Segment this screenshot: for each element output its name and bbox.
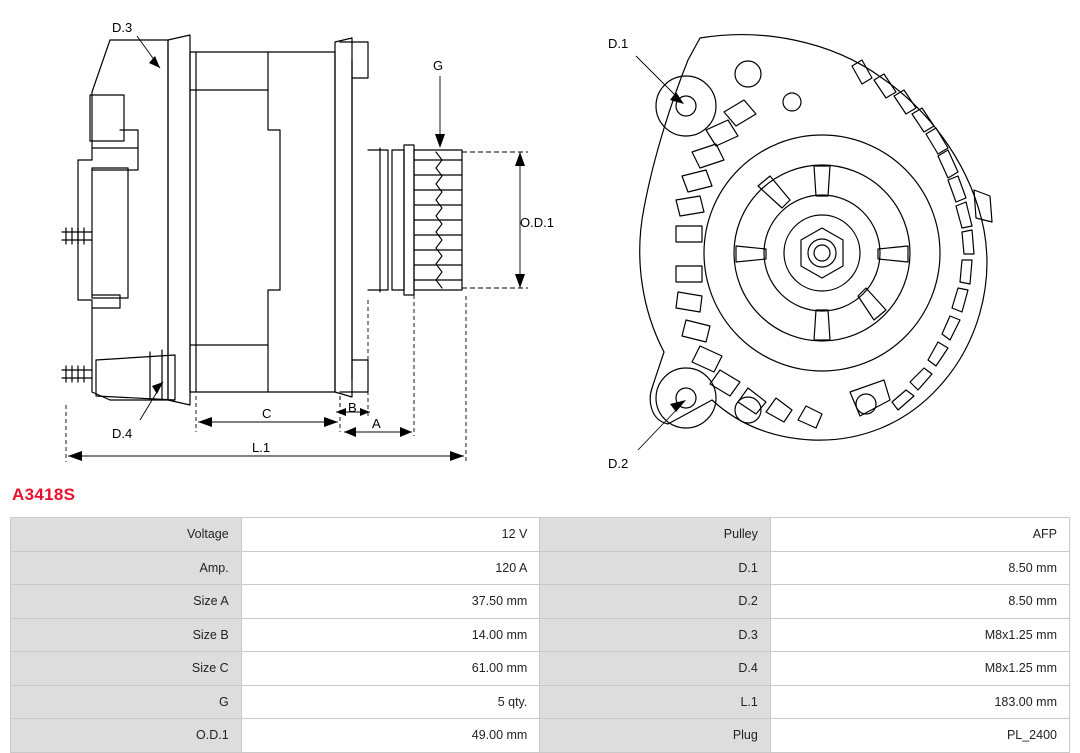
vent-slot <box>676 196 704 216</box>
b-arrow-right <box>360 408 370 416</box>
spec-value: AFP <box>770 518 1069 552</box>
boss-top-2 <box>783 93 801 111</box>
label-od1: O.D.1 <box>520 215 554 230</box>
rim-fin <box>912 108 934 132</box>
hub-circle <box>784 215 860 291</box>
rim-fin <box>892 390 914 410</box>
fan-spoke-top <box>814 166 830 196</box>
stator-inner-profile <box>190 90 280 345</box>
mount-ear-bottom <box>656 368 716 428</box>
fan-spoke-left <box>736 246 766 262</box>
rim-fin <box>962 230 974 254</box>
label-b: B <box>348 400 357 415</box>
shaft-nut-inner <box>808 239 836 267</box>
drive-end-bottom-detail <box>340 360 368 392</box>
spec-label: O.D.1 <box>11 719 242 753</box>
d4-arrowhead <box>152 382 163 394</box>
boss-top <box>735 61 761 87</box>
rim-fin <box>952 288 968 312</box>
front-flange-left <box>168 35 190 405</box>
label-g: G <box>433 58 444 73</box>
spec-label: Size B <box>11 618 242 652</box>
vent-slot <box>738 388 766 414</box>
table-row <box>11 685 1070 719</box>
rear-stud-threads-2 <box>66 366 84 382</box>
spec-label: Size A <box>11 585 242 619</box>
l1-arrow-left <box>68 451 82 461</box>
label-d1: D.1 <box>608 36 629 51</box>
drive-end-top-detail <box>340 42 368 78</box>
spec-label: L.1 <box>540 685 771 719</box>
vent-slot <box>682 170 712 192</box>
fan-spoke-bottom <box>814 310 830 340</box>
rim-fin <box>956 202 972 228</box>
vent-slot <box>676 266 702 282</box>
spec-label: D.2 <box>540 585 771 619</box>
rim-fin <box>894 90 916 114</box>
b-arrow-left <box>336 408 346 416</box>
drive-end-flange <box>335 38 352 397</box>
rear-detail-line-2 <box>92 130 138 170</box>
bearing-housing <box>368 150 388 290</box>
boss-bottom-pad <box>850 380 890 416</box>
spec-value: 12 V <box>241 518 540 552</box>
spec-value: 14.00 mm <box>241 618 540 652</box>
vent-slot <box>766 398 792 422</box>
vent-slot <box>682 320 710 342</box>
spec-label: Size C <box>11 652 242 686</box>
fan-mid-circle <box>734 165 910 341</box>
vent-slot <box>798 406 822 428</box>
d1-leader <box>636 56 680 100</box>
od1-arrow-top <box>515 152 525 166</box>
spec-value: 37.50 mm <box>241 585 540 619</box>
fan-spoke-br <box>858 288 886 320</box>
boss-bottom-2 <box>856 394 876 414</box>
fan-inner-circle <box>764 195 880 311</box>
spec-value: M8x1.25 mm <box>770 618 1069 652</box>
label-a: A <box>372 416 381 431</box>
rim-fin <box>960 260 972 284</box>
plug-body <box>96 355 175 400</box>
table-row <box>11 719 1070 753</box>
vent-slot <box>692 144 724 168</box>
vent-slot <box>676 226 702 242</box>
part-number: A3418S <box>12 485 76 504</box>
spec-label: Pulley <box>540 518 771 552</box>
spec-value: 120 A <box>241 551 540 585</box>
rim-fin <box>948 176 966 202</box>
a-arrow-left <box>344 427 356 437</box>
vent-slot <box>692 346 722 372</box>
rim-fin <box>928 342 948 366</box>
spec-label: D.4 <box>540 652 771 686</box>
spec-label: Voltage <box>11 518 242 552</box>
d2-arrowhead <box>670 400 686 412</box>
table-row <box>11 518 1070 552</box>
pulley-hub <box>392 150 404 290</box>
rim-fin <box>938 150 958 178</box>
table-row <box>11 652 1070 686</box>
fan-outer-circle <box>704 135 940 371</box>
c-arrow-left <box>198 417 212 427</box>
spec-value: 8.50 mm <box>770 585 1069 619</box>
spec-value: 61.00 mm <box>241 652 540 686</box>
l1-arrow-right <box>450 451 464 461</box>
d3-arrowhead <box>149 56 160 68</box>
spec-label: D.1 <box>540 551 771 585</box>
spec-value: M8x1.25 mm <box>770 652 1069 686</box>
label-d3: D.3 <box>112 20 133 35</box>
shaft-nut <box>801 228 843 278</box>
c-arrow-right <box>324 417 338 427</box>
spec-value: 49.00 mm <box>241 719 540 753</box>
stator-body <box>190 52 335 392</box>
spec-label: Amp. <box>11 551 242 585</box>
rim-fin <box>910 368 932 390</box>
spec-label: D.3 <box>540 618 771 652</box>
spec-label: Plug <box>540 719 771 753</box>
rim-fin <box>874 74 896 98</box>
spec-label: G <box>11 685 242 719</box>
table-row <box>11 585 1070 619</box>
fan-spoke-tl <box>758 176 790 208</box>
od1-arrow-bottom <box>515 274 525 288</box>
shaft-center <box>814 245 830 261</box>
label-d4: D.4 <box>112 426 133 441</box>
front-housing-outline <box>640 35 987 441</box>
vent-slot <box>676 292 702 312</box>
g-arrowhead <box>435 134 445 148</box>
table-row <box>11 618 1070 652</box>
specifications-table <box>10 517 1070 753</box>
spec-value: 183.00 mm <box>770 685 1069 719</box>
spec-value: PL_2400 <box>770 719 1069 753</box>
table-row <box>11 551 1070 585</box>
specifications-table-body <box>11 518 1070 753</box>
label-l1: L.1 <box>252 440 271 455</box>
vent-slot <box>710 370 740 396</box>
spec-value: 5 qty. <box>241 685 540 719</box>
spec-value: 8.50 mm <box>770 551 1069 585</box>
a-arrow-right <box>400 427 412 437</box>
label-c: C <box>262 406 272 421</box>
fan-spoke-right <box>878 246 908 262</box>
rear-detail-line-3 <box>92 295 120 308</box>
rear-stud-threads <box>66 228 84 244</box>
label-d2: D.2 <box>608 456 629 471</box>
rim-fin <box>852 60 872 84</box>
regulator-block <box>92 168 128 298</box>
rim-fin <box>942 316 960 340</box>
rear-cap-detail <box>90 95 124 141</box>
rim-tab <box>974 190 992 222</box>
pulley-inner <box>404 145 414 295</box>
